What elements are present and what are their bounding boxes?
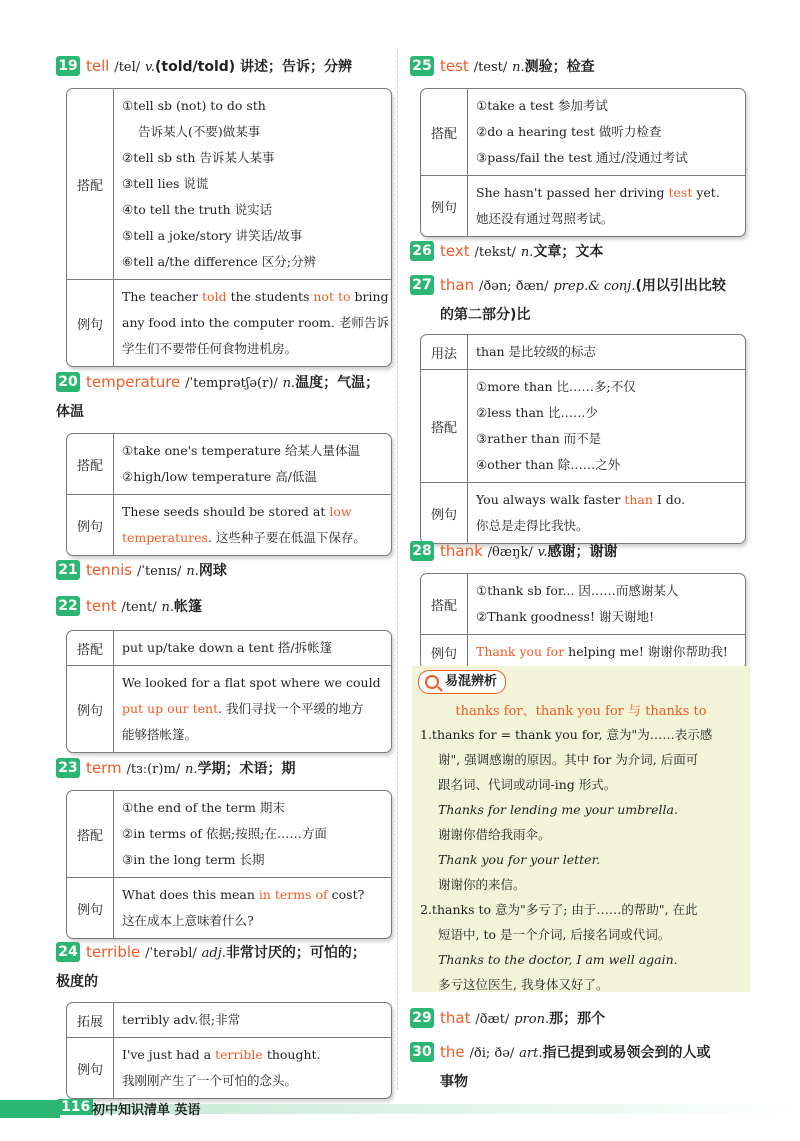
confusion-analysis-box — [412, 666, 750, 992]
phonetic: /ˈtemprətʃə(r)/ — [185, 376, 278, 391]
part-of-speech: v. — [537, 545, 548, 560]
headword: thank — [440, 542, 483, 560]
table-label: 用法 — [421, 335, 468, 369]
headword: tent — [86, 597, 117, 615]
table-label: 例句 — [67, 495, 114, 555]
entry-number: 27 — [410, 275, 434, 295]
definition-cont: 的第二部分)比 — [440, 307, 531, 323]
definition: 网球 — [198, 563, 227, 579]
table-label: 例句 — [421, 176, 468, 236]
entry-that — [410, 1004, 750, 1034]
table-label: 搭配 — [421, 89, 468, 175]
table-label: 例句 — [67, 280, 114, 366]
definition: 测验；检查 — [524, 59, 595, 75]
table-label: 搭配 — [67, 434, 114, 494]
phonetic: /ðən; ðæn/ — [478, 279, 549, 294]
usage-table — [66, 630, 392, 753]
collocations: ①the end of the term 期末 ②in terms of 依据;按照;在……方面 ③in the long term 长期 — [122, 800, 327, 867]
entry-text — [410, 237, 750, 267]
entry-number: 25 — [410, 56, 434, 76]
definition: 学期；术语；期 — [197, 761, 296, 777]
headword: that — [440, 1009, 471, 1027]
entry-number: 23 — [56, 758, 80, 778]
usage-note: than 是比较级的标志 — [476, 344, 597, 359]
headword: temperature — [86, 373, 181, 391]
part-of-speech: n. — [185, 762, 198, 777]
entry-the — [410, 1038, 750, 1096]
part-of-speech: art. — [519, 1046, 543, 1061]
magnifier-icon — [425, 675, 439, 689]
headword: the — [440, 1043, 465, 1061]
table-label: 拓展 — [67, 1003, 114, 1037]
definition: (用以引出比较 — [635, 278, 726, 294]
table-label: 例句 — [67, 878, 114, 938]
entry-tent — [56, 592, 396, 622]
phonetic: /tɜː(r)m/ — [126, 762, 181, 777]
example-sentence: Thank you for helping me! 谢谢你帮助我! — [476, 644, 728, 659]
table-label: 例句 — [421, 483, 468, 543]
definition: 感谢；谢谢 — [547, 544, 618, 560]
entry-number: 19 — [56, 56, 80, 76]
usage-table — [66, 790, 392, 939]
example-sentence: These seeds should be stored at low temperatures. 这些种子要在低温下保存。 — [122, 504, 366, 545]
entry-terrible — [56, 938, 396, 996]
usage-table — [420, 573, 746, 670]
headword: tennis — [86, 561, 133, 579]
definition: 非常讨厌的；可怕的； — [225, 945, 366, 961]
entry-than — [410, 271, 750, 329]
entry-number: 20 — [56, 372, 80, 392]
definition: 帐篷 — [174, 599, 203, 615]
definition: 那；那个 — [549, 1011, 606, 1027]
part-of-speech: pron. — [514, 1012, 550, 1027]
entry-number: 22 — [56, 596, 80, 616]
book-title: 初中知识清单 英语 — [92, 1103, 201, 1118]
part-of-speech: n. — [282, 376, 296, 391]
collocations: ①take a test 参加考试 ②do a hearing test 做听力检查 ③pass/fail the test 通过/没通过考试 — [476, 98, 688, 165]
tip-title: thanks for、thank you for 与 thanks to — [455, 704, 707, 719]
phonetic: /test/ — [473, 60, 508, 75]
headword: tell — [86, 57, 110, 75]
collocations: ①thank sb for... 因……而感谢某人 ②Thank goodness! 谢天谢地! — [476, 583, 679, 624]
tip-body: 1.thanks for = thank you for, 意为"为……表示感 谢", 强调感谢的原因。其中 for 为介词, 后面可 跟名词、代词或动词-ing 形式。 Thanks for lending me your umbrella. 谢谢你借给我雨伞。 Thank you for your letter. 谢谢你的来信。 2.thanks to 意为"多亏了; 由于……的帮助", 在此 短语中, to 是一个介词, 后接名词或代词。 Thanks to the doctor, I am well again. 多亏这位医生, 我身体又好了。 — [420, 727, 713, 992]
tip-badge: 易混辨析 — [418, 670, 506, 694]
page-number: 116 — [58, 1099, 93, 1115]
entry-tell — [56, 52, 396, 82]
collocations: ①more than 比……多;不仅 ②less than 比……少 ③rather than 而不是 ④other than 除……之外 — [476, 379, 636, 472]
definition: 指已提到或易领会到的人或 — [542, 1045, 711, 1061]
entry-test — [410, 52, 750, 82]
table-label: 搭配 — [67, 791, 114, 877]
phonetic: /ði; ðə/ — [469, 1046, 515, 1061]
usage-table — [66, 433, 392, 556]
phonetic: /tent/ — [121, 600, 157, 615]
part-of-speech: v. — [145, 60, 155, 75]
phonetic: /tekst/ — [474, 245, 516, 260]
definition-cont: 极度的 — [56, 974, 98, 990]
entry-thank — [410, 537, 750, 567]
collocations: put up/take down a tent 搭/拆帐篷 — [122, 640, 333, 655]
footer-accent — [0, 1100, 60, 1118]
table-label: 例句 — [421, 635, 468, 669]
usage-table — [420, 88, 746, 237]
part-of-speech: n. — [161, 600, 175, 615]
phonetic: /ˈterəbl/ — [145, 946, 197, 961]
example-sentence: The teacher told the students not to bring any food into the computer room. 老师告诉 学生们不要带任何食物进机房。 — [122, 289, 389, 356]
table-label: 搭配 — [421, 574, 468, 634]
definition-cont: 事物 — [440, 1074, 468, 1090]
example-sentence: You always walk faster than I do. 你总是走得比我快。 — [476, 492, 686, 533]
entry-temperature — [56, 368, 396, 426]
part-of-speech: prep.& conj. — [553, 279, 636, 294]
entry-number: 30 — [410, 1042, 434, 1062]
example-sentence: What does this mean in terms of cost? 这在成本上意味着什么? — [122, 887, 365, 928]
headword: than — [440, 276, 475, 294]
usage-table — [66, 1002, 392, 1099]
example-sentence: I've just had a terrible thought. 我刚刚产生了一个可怕的念头。 — [122, 1047, 321, 1088]
part-of-speech: n. — [186, 564, 199, 579]
part-of-speech: adj. — [201, 946, 226, 961]
definition: (told/told) 讲述；告诉；分辨 — [154, 59, 353, 75]
usage-table — [420, 334, 746, 544]
example-sentence: We looked for a flat spot where we could put up our tent. 我们寻找一个平缓的地方 能够搭帐篷。 — [122, 675, 381, 742]
table-label: 搭配 — [67, 89, 114, 279]
entry-number: 28 — [410, 541, 434, 561]
usage-table — [66, 88, 392, 367]
table-label: 搭配 — [67, 631, 114, 665]
example-sentence: She hasn't passed her driving test yet. 她还没有通过驾照考试。 — [476, 185, 720, 226]
entry-tennis — [56, 556, 396, 586]
phonetic: /ðæt/ — [475, 1012, 510, 1027]
table-label: 例句 — [67, 1038, 114, 1098]
part-of-speech: n. — [512, 60, 525, 75]
headword: term — [86, 759, 122, 777]
entry-number: 26 — [410, 241, 434, 261]
phonetic: /θæŋk/ — [487, 545, 533, 560]
collocations: ①tell sb (not) to do sth 告诉某人(不要)做某事 ②tell sb sth 告诉某人某事 ③tell lies 说谎 ④to tell the truth 说实话 ⑤tell a joke/story 讲笑话/故事 ⑥tell a/the difference 区分;分辨 — [122, 98, 316, 269]
table-label: 例句 — [67, 666, 114, 752]
definition: 温度；气温； — [295, 375, 380, 391]
headword: text — [440, 242, 470, 260]
entry-number: 21 — [56, 560, 80, 580]
extension: terribly adv.很;非常 — [122, 1012, 241, 1027]
entry-number: 29 — [410, 1008, 434, 1028]
definition-cont: 体温 — [56, 404, 84, 420]
part-of-speech: n. — [520, 245, 534, 260]
entry-number: 24 — [56, 942, 80, 962]
definition: 文章；文本 — [533, 244, 604, 260]
phonetic: /ˈtenɪs/ — [136, 564, 182, 579]
headword: terrible — [86, 943, 141, 961]
headword: test — [440, 57, 469, 75]
phonetic: /tel/ — [114, 60, 141, 75]
collocations: ①take one's temperature 给某人量体温 ②high/low temperature 高/低温 — [122, 443, 360, 484]
entry-term — [56, 754, 396, 784]
column-divider — [397, 50, 398, 1090]
table-label: 搭配 — [421, 370, 468, 482]
